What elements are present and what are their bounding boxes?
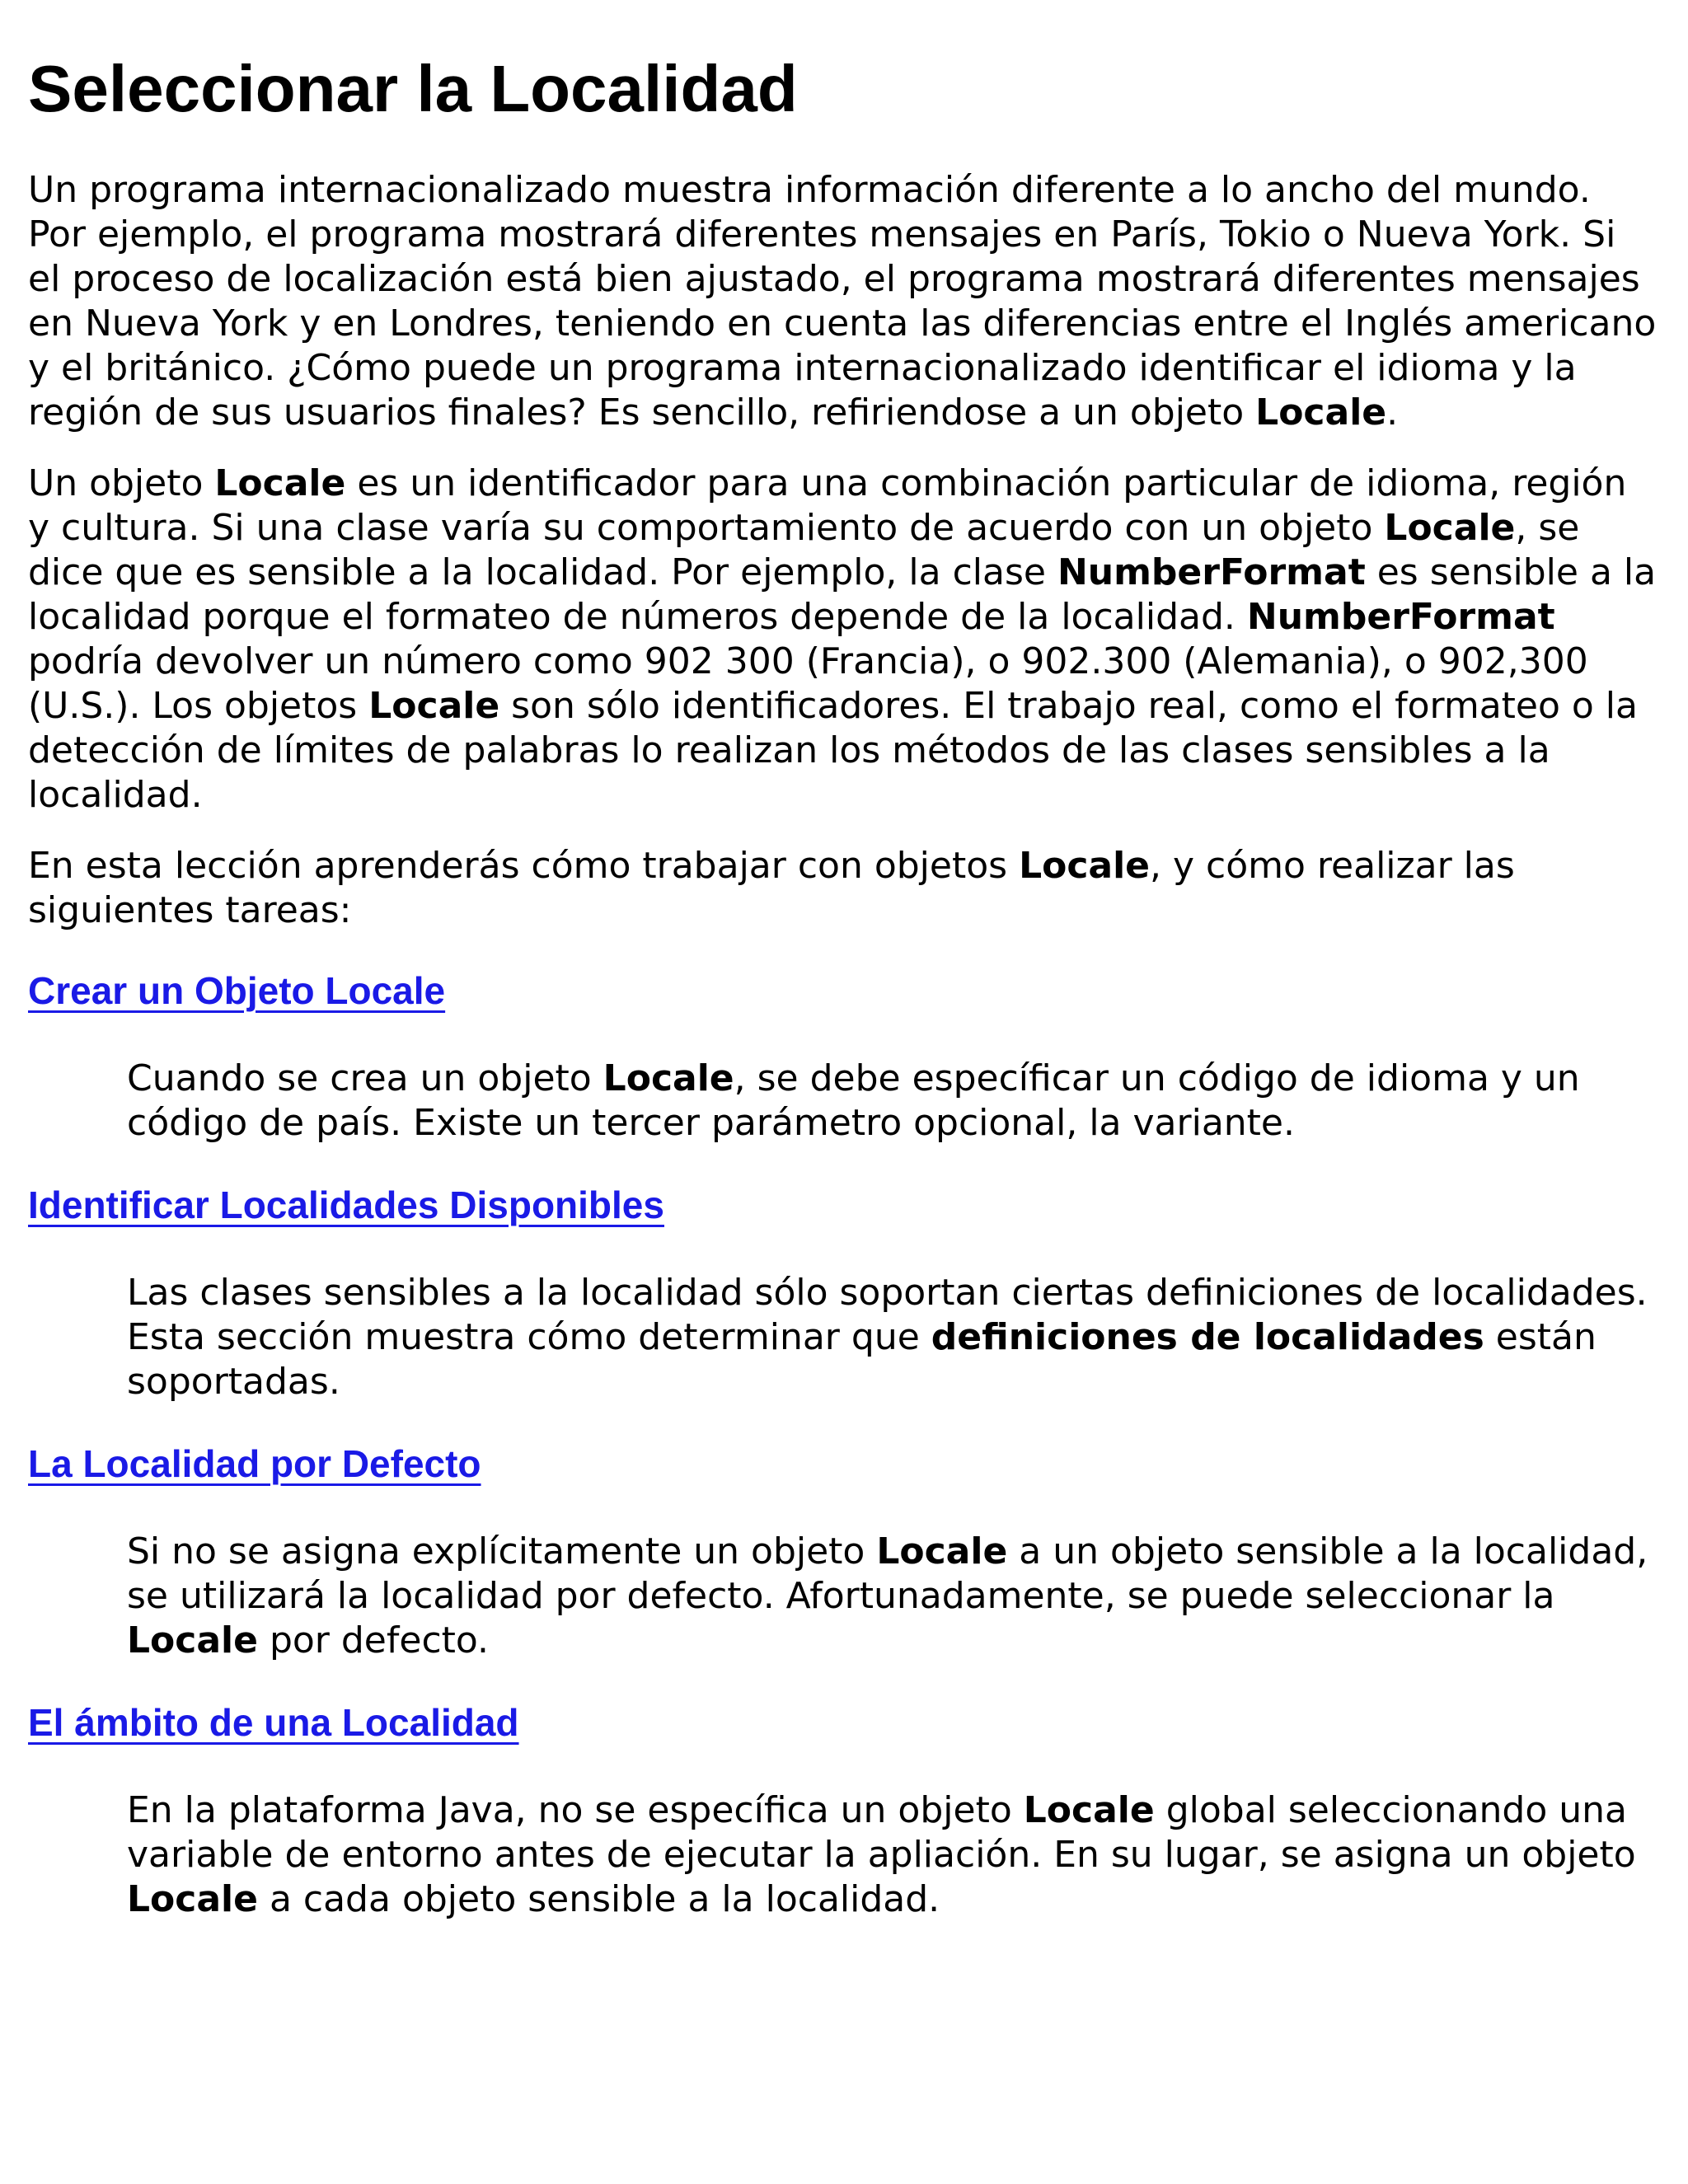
topic-ambito-localidad [28,1699,1658,1922]
text: Un programa internacionalizado muestra información diferente a lo ancho del mundo. Por ejemplo, el programa mostrará diferentes mensajes en París, Tokio o Nueva York. Si el proceso de localización está bien ajustado, el programa mostrará diferentes mensajes en Nueva York y en Londres, teniendo en cuenta las diferencias entre el Inglés americano y el británico. ¿Cómo puede un programa internacionalizado identificar el idioma y la región de sus usuarios finales? Es sencillo, refiriendose a un objeto [28,169,1657,434]
text: podría devolver un número como 902 300 (Francia), o 902.300 (Alemania), o 902,300 (U.S.). Los objetos [28,640,1588,727]
topic-link-ambito-localidad[interactable]: El ámbito de una Localidad [28,1701,519,1744]
text: a un objeto sensible a la localidad, se utilizará la localidad por defecto. Afortunadamente, se puede seleccionar la [127,1530,1648,1617]
topic-link-identificar-localidades[interactable]: Identificar Localidades Disponibles [28,1183,664,1226]
code-term: NumberFormat [1057,551,1366,593]
code-term: Locale [368,685,500,727]
text: a cada objeto sensible a la localidad. [257,1878,940,1920]
topic-localidad-por-defecto [28,1441,1658,1663]
topic-description [127,1057,1658,1146]
code-term: Locale [1255,391,1387,434]
page-title: Seleccionar la Localidad [28,52,798,125]
text: . [1386,391,1399,434]
text: son sólo identificadores. El trabajo real, como el formateo o la detección de límites de palabras lo realizan los métodos de las clases sensibles a la localidad. [28,685,1638,816]
text: Las clases sensibles a la localidad sólo soportan ciertas definiciones de localidades. Esta sección muestra cómo determinar que [127,1272,1648,1358]
topic-link-localidad-por-defecto[interactable]: La Localidad por Defecto [28,1442,481,1485]
text: Si no se asigna explícitamente un objeto [127,1530,877,1572]
intro-paragraph-1 [28,168,1658,435]
topic-identificar-localidades [28,1182,1658,1404]
topic-description [127,1271,1658,1404]
text: , se debe específicar un código de idioma y un código de país. Existe un tercer parámetro opcional, la variante. [127,1057,1580,1144]
topic-description [127,1530,1658,1663]
text: es un identificador para una combinación particular de idioma, región y cultura. Si una clase varía su comportamiento de acuerdo con un objeto [28,462,1627,549]
emphasis-term: definiciones de localidades [931,1316,1484,1358]
text: En esta lección aprenderás cómo trabajar con objetos [28,845,1020,887]
text: global seleccionando una variable de entorno antes de ejecutar la apliación. En su lugar, se asigna un objeto [127,1789,1636,1876]
text: En la plataforma Java, no se específica un objeto [127,1789,1024,1831]
code-term: Locale [127,1619,258,1661]
code-term: Locale [1019,845,1151,887]
text: Un objeto [28,462,215,504]
topic-crear-objeto-locale [28,968,1658,1146]
topic-link-crear-objeto-locale[interactable]: Crear un Objeto Locale [28,969,446,1012]
code-term: Locale [127,1878,258,1920]
code-term: Locale [876,1530,1008,1572]
intro-paragraph-3 [28,844,1658,933]
code-term: Locale [1023,1789,1155,1831]
text: están soportadas. [127,1316,1597,1403]
text: , se dice que es sensible a la localidad. Por ejemplo, la clase [28,507,1580,593]
text: , y cómo realizar las siguientes tareas: [28,845,1515,931]
topic-description [127,1788,1658,1922]
code-term: Locale [1384,507,1516,549]
code-term: NumberFormat [1246,596,1555,638]
text: por defecto. [257,1619,490,1661]
code-term: Locale [603,1057,734,1099]
code-term: Locale [214,462,346,504]
intro-paragraph-2 [28,462,1658,818]
text: Cuando se crea un objeto [127,1057,603,1099]
text: es sensible a la localidad porque el formateo de números depende de la localidad. [28,551,1657,638]
